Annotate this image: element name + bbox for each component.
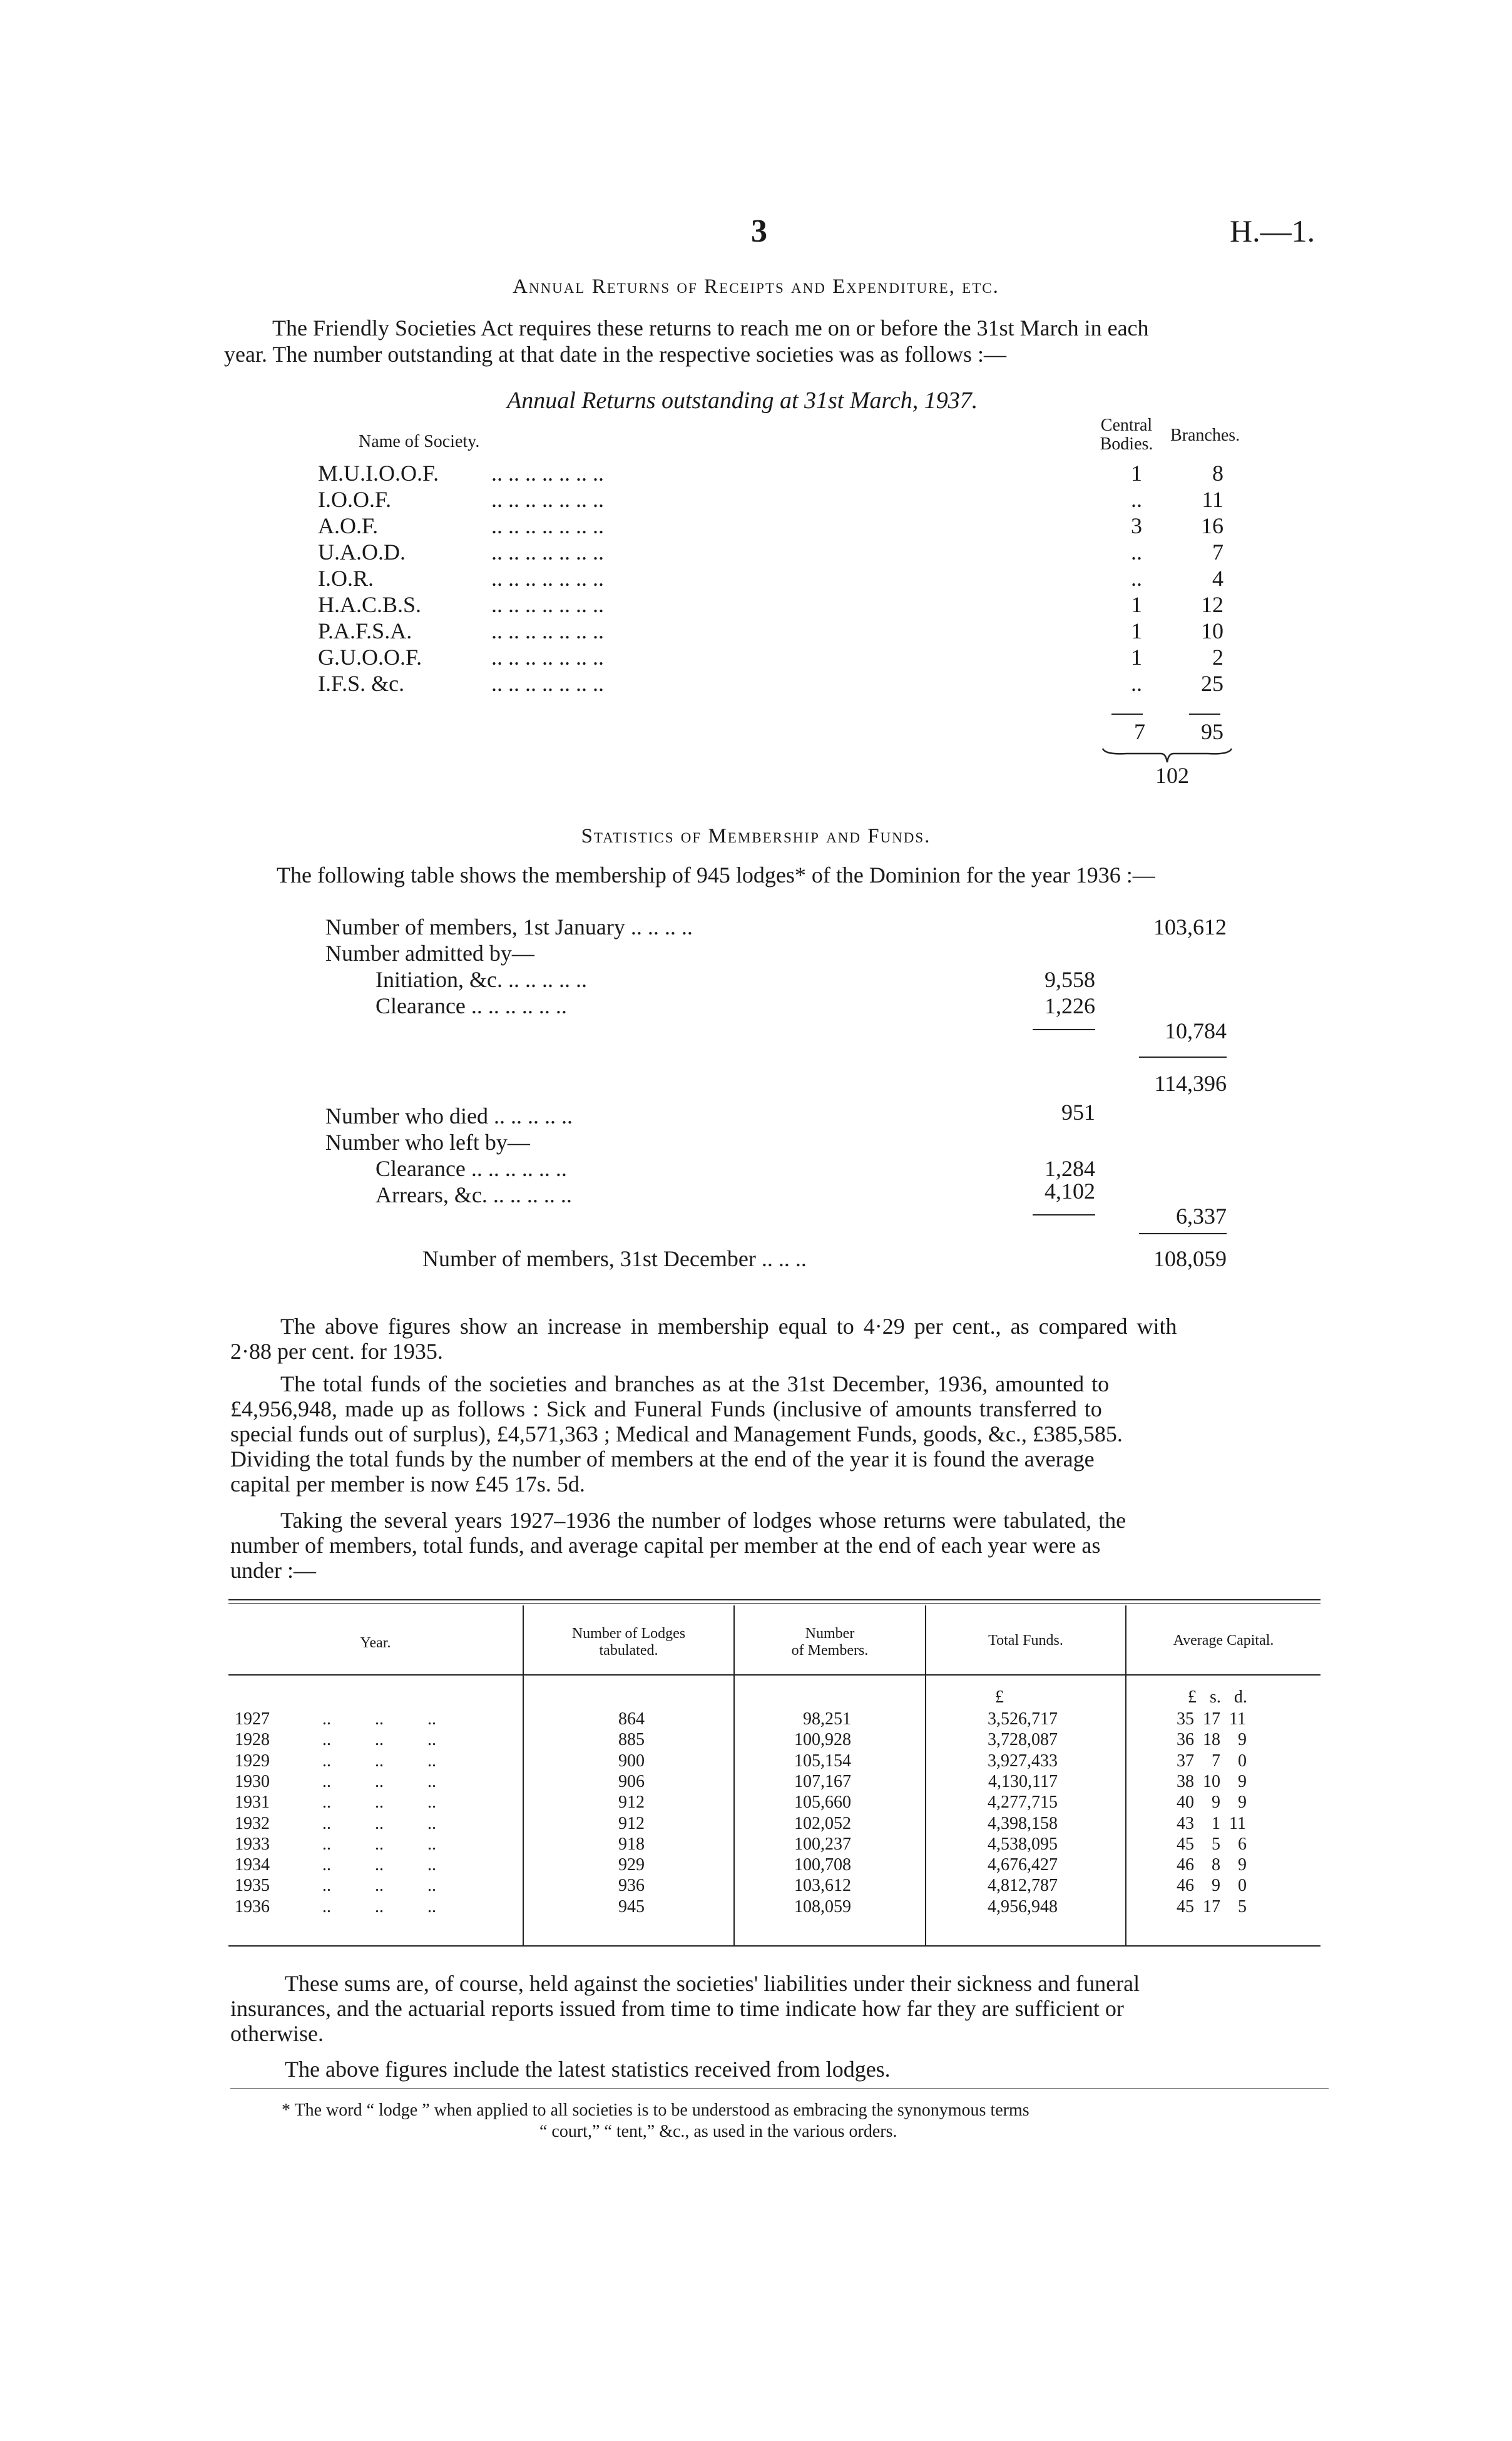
central-bodies-count: ..: [1131, 487, 1142, 512]
leader-dots: .. .. .. .. .. .. ..: [491, 592, 604, 617]
society-name: H.A.C.B.S.: [318, 592, 422, 617]
branches-total-rule: [1189, 714, 1220, 715]
society-name: U.A.O.D.: [318, 540, 406, 565]
para3-line2: number of members, total funds, and average capital per member at the end of each year were as: [230, 1533, 1101, 1558]
leader-dots: .. .. .. .. ..: [487, 1182, 572, 1207]
admitted-total: 10,784: [1165, 1018, 1227, 1043]
col-divider-3: [925, 1605, 926, 1947]
society-name: A.O.F.: [318, 513, 379, 538]
leader-dots: .. .. .. .. .. .. ..: [491, 487, 604, 512]
leader-dots: .. .. .. .. .. .. ..: [491, 671, 604, 696]
leader-dots: .. .. ..: [322, 1771, 436, 1791]
final-rule: [1139, 1233, 1227, 1234]
col-header-branches: Branches.: [1170, 426, 1240, 445]
year-cell: 1936: [235, 1896, 270, 1916]
funds-cell: 3,526,717: [988, 1709, 1058, 1729]
lodges-cell: 929: [618, 1855, 645, 1875]
lodges-cell: 918: [618, 1834, 645, 1854]
year-cell: 1934: [235, 1855, 270, 1875]
col-header-name: Name of Society.: [359, 432, 480, 451]
document-reference: H.—1.: [1230, 213, 1315, 248]
members-cell: 102,052: [794, 1813, 851, 1833]
th-members: [735, 1625, 925, 1659]
year-cell: 1929: [235, 1751, 270, 1771]
leader-dots: .. .. .. .. ..: [502, 967, 587, 992]
table-title: Annual Returns outstanding at 31st March, 1937.: [507, 387, 978, 414]
th-funds: Total Funds.: [988, 1632, 1063, 1649]
branches-count: 4: [1212, 566, 1223, 591]
para4-line2: insurances, and the actuarial reports issued from time to time indicate how far they are sufficient or: [230, 1996, 1124, 2021]
central-total: 7: [1134, 719, 1145, 744]
para1-line1: The above figures show an increase in membership equal to 4·29 per cent., as compared with: [280, 1314, 1177, 1339]
branches-count: 25: [1201, 671, 1223, 696]
members-cell: 100,237: [794, 1834, 851, 1854]
statistics-intro: The following table shows the membership of 945 lodges* of the Dominion for the year 1936 :—: [277, 862, 1155, 888]
left-label: Number who left by—: [325, 1130, 530, 1155]
lodges-cell: 885: [618, 1730, 645, 1750]
lodges-cell: 864: [618, 1709, 645, 1729]
lodges-cell: 906: [618, 1771, 645, 1791]
leader-dots: .. .. ..: [322, 1855, 436, 1875]
unit-funds: £: [995, 1687, 1004, 1707]
lodges-cell: 945: [618, 1896, 645, 1916]
table-header-rule: [228, 1674, 1320, 1676]
lodges-cell: 900: [618, 1751, 645, 1771]
central-bodies-count: ..: [1131, 671, 1142, 696]
col-header-central-line2: Bodies.: [1100, 434, 1153, 454]
section-heading-annual-returns: Annual Returns of Receipts and Expenditure, etc.: [513, 275, 999, 298]
clearance-in-label: [375, 993, 567, 1019]
left-total: 6,337: [1176, 1204, 1227, 1229]
th-year: Year.: [360, 1635, 391, 1651]
central-bodies-count: 1: [1131, 461, 1142, 486]
branches-count: 11: [1202, 487, 1223, 512]
para3-line1: Taking the several years 1927–1936 the number of lodges whose returns were tabulated, the: [280, 1508, 1126, 1533]
table-top-rule-2: [228, 1603, 1320, 1604]
arrears-value: 4,102: [1045, 1179, 1095, 1204]
leader-dots: .. .. ..: [322, 1730, 436, 1750]
col-divider-4: [1125, 1605, 1126, 1947]
year-cell: 1928: [235, 1730, 270, 1750]
clearance-out-label: [375, 1155, 567, 1182]
capital-cell: 46 8 9: [1177, 1855, 1247, 1875]
para2-line3: special funds out of surplus), £4,571,363 ; Medical and Management Funds, goods, &c., £385,585.: [230, 1421, 1123, 1446]
society-name: I.O.R.: [318, 566, 374, 591]
members-cell: 98,251: [803, 1709, 851, 1729]
clearance-in-text: Clearance: [375, 993, 466, 1018]
capital-cell: 40 9 9: [1177, 1793, 1247, 1813]
society-name: I.O.O.F.: [318, 487, 392, 512]
leader-dots: .. .. ..: [322, 1834, 436, 1854]
society-name: M.U.I.O.O.F.: [318, 461, 439, 486]
branches-count: 2: [1212, 645, 1223, 670]
leader-dots: .. .. ..: [322, 1813, 436, 1833]
year-cell: 1927: [235, 1709, 270, 1729]
para2-line2: £4,956,948, made up as follows : Sick and Funeral Funds (inclusive of amounts transferred to: [230, 1396, 1102, 1421]
leader-dots: .. .. .. .. .. ..: [465, 993, 567, 1018]
members-31st-dec-value: 108,059: [1153, 1246, 1227, 1271]
society-name: G.U.O.O.F.: [318, 645, 422, 670]
funds-cell: 3,728,087: [988, 1730, 1058, 1750]
members-31st-dec-text: Number of members, 31st December: [422, 1246, 756, 1271]
arrears-text: Arrears, &c.: [375, 1182, 488, 1207]
year-cell: 1930: [235, 1771, 270, 1791]
leader-dots: .. .. ..: [755, 1246, 807, 1271]
intro-line-1: The Friendly Societies Act requires these returns to reach me on or before the 31st March in each: [272, 315, 1149, 340]
capital-cell: 35 17 11: [1177, 1709, 1246, 1729]
subtotal-rule: [1139, 1057, 1227, 1058]
members-1st-jan-label: [325, 914, 693, 940]
clearance-out-text: Clearance: [375, 1156, 466, 1181]
branches-count: 16: [1201, 513, 1223, 538]
unit-capital: £ s. d.: [1188, 1687, 1247, 1707]
table-bottom-rule: [228, 1945, 1320, 1947]
members-cell: 108,059: [794, 1896, 851, 1916]
leader-dots: .. .. ..: [322, 1751, 436, 1771]
footnote-line1: * The word “ lodge ” when applied to all societies is to be understood as embracing the synonymous terms: [282, 2101, 1029, 2120]
page-number: 3: [751, 213, 767, 249]
para5: The above figures include the latest statistics received from lodges.: [285, 2057, 891, 2082]
central-bodies-count: ..: [1131, 566, 1142, 591]
funds-cell: 4,538,095: [988, 1834, 1058, 1854]
year-cell: 1931: [235, 1793, 270, 1813]
members-cell: 100,928: [794, 1730, 851, 1750]
funds-cell: 4,277,715: [988, 1793, 1058, 1813]
initiation-value: 9,558: [1045, 967, 1095, 992]
table-top-rule: [228, 1599, 1320, 1600]
th-lodges-line2: tabulated.: [599, 1642, 658, 1659]
initiation-label: [375, 966, 587, 993]
col-header-central-line1: Central: [1100, 416, 1153, 435]
branches-count: 10: [1201, 618, 1223, 643]
leader-dots: .. .. .. .. ..: [488, 1103, 573, 1128]
initiation-text: Initiation, &c.: [375, 967, 503, 992]
admitted-label: Number admitted by—: [325, 941, 534, 966]
para4-line1: These sums are, of course, held against the societies' liabilities under their sickness and funeral: [285, 1971, 1140, 1996]
th-members-line1: Number: [805, 1625, 855, 1642]
grand-total: 102: [1155, 763, 1189, 788]
section-heading-statistics: Statistics of Membership and Funds.: [581, 825, 931, 847]
capital-cell: 45 5 6: [1177, 1834, 1247, 1854]
members-1st-jan-value: 103,612: [1153, 914, 1227, 939]
para2-line5: capital per member is now £45 17s. 5d.: [230, 1471, 585, 1497]
leader-dots: .. .. .. .. .. .. ..: [491, 566, 604, 591]
died-text: Number who died: [325, 1103, 488, 1128]
th-lodges-line1: Number of Lodges: [571, 1625, 686, 1642]
members-cell: 107,167: [794, 1771, 851, 1791]
leader-dots: .. .. .. .. .. .. ..: [491, 461, 604, 486]
members-cell: 105,660: [794, 1793, 851, 1813]
members-cell: 105,154: [794, 1751, 851, 1771]
th-members-line2: of Members.: [791, 1642, 869, 1659]
footnote-line2: “ court,” “ tent,” &c., as used in the various orders.: [539, 2122, 897, 2141]
members-31st-dec-label: [422, 1246, 807, 1272]
leader-dots: .. .. ..: [322, 1876, 436, 1896]
leader-dots: .. .. .. .. .. ..: [465, 1156, 567, 1181]
central-bodies-count: 1: [1131, 592, 1142, 617]
central-bodies-count: 1: [1131, 618, 1142, 643]
central-total-rule: [1111, 714, 1143, 715]
capital-cell: 38 10 9: [1177, 1771, 1247, 1791]
lodges-cell: 936: [618, 1876, 645, 1896]
capital-cell: 46 9 0: [1177, 1876, 1247, 1896]
leader-dots: .. .. .. .. .. .. ..: [491, 513, 604, 538]
th-lodges: [524, 1625, 733, 1659]
members-cell: 100,708: [794, 1855, 851, 1875]
subtotal-value: 114,396: [1154, 1071, 1227, 1096]
capital-cell: 45 17 5: [1177, 1896, 1247, 1916]
para2-line1: The total funds of the societies and branches as at the 31st December, 1936, amounted to: [280, 1371, 1110, 1396]
funds-cell: 4,812,787: [988, 1876, 1058, 1896]
central-bodies-count: 3: [1131, 513, 1142, 538]
leader-dots: .. .. ..: [322, 1793, 436, 1813]
died-value: 951: [1061, 1100, 1095, 1125]
funds-cell: 3,927,433: [988, 1751, 1058, 1771]
died-label: [325, 1103, 573, 1129]
leader-dots: .. .. .. .. .. .. ..: [491, 618, 604, 643]
leader-dots: .. .. .. .. .. .. ..: [491, 645, 604, 670]
intro-line-2: year. The number outstanding at that date in the respective societies was as follows :—: [224, 342, 1006, 367]
society-name: I.F.S. &c.: [318, 671, 405, 696]
para3-line3: under :—: [230, 1558, 316, 1583]
branches-count: 12: [1201, 592, 1223, 617]
capital-cell: 43 1 11: [1177, 1813, 1246, 1833]
members-cell: 103,612: [794, 1876, 851, 1896]
funds-cell: 4,676,427: [988, 1855, 1058, 1875]
year-cell: 1932: [235, 1813, 270, 1833]
para1-line2: 2·88 per cent. for 1935.: [230, 1339, 443, 1364]
central-bodies-count: 1: [1131, 645, 1142, 670]
left-subtotal-rule: [1033, 1214, 1095, 1215]
branches-count: 8: [1212, 461, 1223, 486]
funds-cell: 4,130,117: [988, 1771, 1058, 1791]
admitted-subtotal-rule: [1033, 1029, 1095, 1030]
th-capital: Average Capital.: [1173, 1632, 1274, 1649]
funds-cell: 4,956,948: [988, 1896, 1058, 1916]
funds-cell: 4,398,158: [988, 1813, 1058, 1833]
clearance-out-value: 1,284: [1045, 1156, 1095, 1181]
footnote-rule: [230, 2088, 1329, 2089]
branches-count: 7: [1212, 540, 1223, 565]
lodges-cell: 912: [618, 1793, 645, 1813]
members-1st-jan-text: Number of members, 1st January: [325, 914, 625, 939]
society-name: P.A.F.S.A.: [318, 618, 412, 643]
year-cell: 1933: [235, 1834, 270, 1854]
para2-line4: Dividing the total funds by the number of members at the end of the year it is found the average: [230, 1446, 1095, 1471]
leader-dots: .. .. .. .. .. .. ..: [491, 540, 604, 565]
capital-cell: 37 7 0: [1177, 1751, 1247, 1771]
arrears-label: [375, 1182, 572, 1208]
year-cell: 1935: [235, 1876, 270, 1896]
para4-line3: otherwise.: [230, 2021, 324, 2046]
central-bodies-count: ..: [1131, 540, 1142, 565]
clearance-in-value: 1,226: [1045, 993, 1095, 1018]
branches-total: 95: [1201, 719, 1223, 744]
lodges-cell: 912: [618, 1813, 645, 1833]
capital-cell: 36 18 9: [1177, 1730, 1247, 1750]
leader-dots: .. .. .. ..: [625, 914, 693, 939]
leader-dots: .. .. ..: [322, 1709, 436, 1729]
leader-dots: .. .. ..: [322, 1896, 436, 1916]
